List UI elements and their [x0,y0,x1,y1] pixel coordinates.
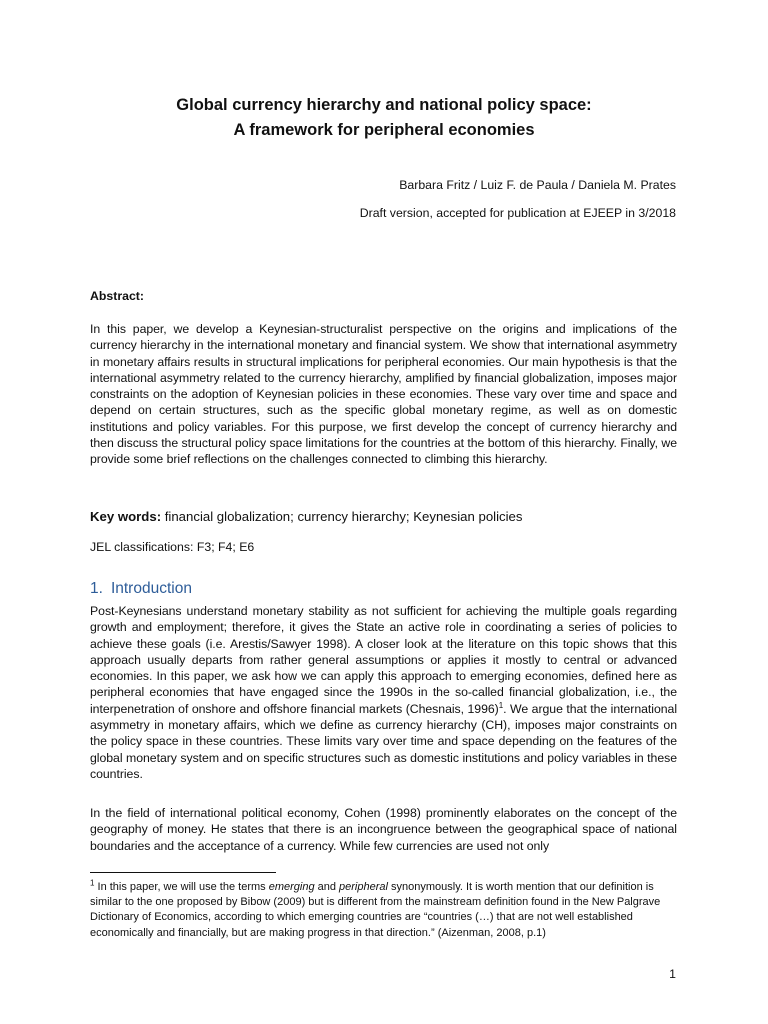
jel-classifications: JEL classifications: F3; F4; E6 [90,540,255,554]
abstract-text: In this paper, we develop a Keynesian-structuralist perspective on the origins and implications of the currency hierarchy in the international monetary and financial system. We show that international asymmetry in monetary affairs results in structural implications for peripheral economies. Our main hypothesis is that the international asymmetry related to the currency hierarchy, amplified by financial globalization, imposes major constraints on the adoption of Keynesian policies in these economies. These vary over time and space and depend on certain structures, such as the specific global monetary regime, as well as on domestic institutions and policy variables. For this purpose, we first develop the concept of currency hierarchy and then discuss the structural policy space limitations for the countries at the bottom of this hierarchy. Finally, we provide some brief reflections on the challenges connected to climbing this hierarchy. [90,322,677,467]
section-heading-introduction [90,580,192,598]
keywords-text: financial globalization; currency hierarchy; Keynesian policies [161,509,523,524]
footnote-text-c: synonymously. It is worth mention that our definition is similar to the one proposed by Bibow (2009) but is different from the mainstream definition found in the New Palgrave Dictionary of Economics, according to which emerging countries are “countries (…) that are not well established economically and financially, but are making progress in that direction.” (Aizenman, 2008, p.1) [90,881,661,939]
section-number: 1. [90,580,103,597]
footnote-emphasis-peripheral: peripheral [339,881,388,893]
page-number: 1 [669,967,676,981]
intro-p1-text-a: Post-Keynesians understand monetary stability as not sufficient for achieving the multiple goals regarding growth and employment; therefore, it gives the State an active role in coordinating a series of policies to achieve these goals (i.e. Arestis/Sawyer 1998). A closer look at the literature on this topic shows that this approach usually departs from rather general assumptions or applies it mostly to central or advanced economies. In this paper, we ask how we can apply this approach to emerging economies, defined here as peripheral economies that have engaged since the 1990s in the so-called financial globalization, i.e., the interpenetration of onshore and offshore financial markets (Chesnais, 1996) [90,604,677,716]
footnote-text-b: and [314,881,340,893]
intro-p1-text-b: . We argue that the international asymmetry in monetary affairs, which we define as currency hierarchy (CH), imposes major constraints on the policy space in these countries. These limits vary over time and space depending on the features of the global monetary system and on specific structures such as domestic institutions and policy variables in these countries. [90,701,678,781]
footnote-reference[interactable]: 1 [498,700,504,710]
keywords-label: Key words: [90,509,162,524]
paper-title [90,93,678,143]
title-line-1: Global currency hierarchy and national policy space: [176,96,592,114]
footnote-text-a: In this paper, we will use the terms [94,881,269,893]
footnote-1 [90,880,680,941]
abstract-heading: Abstract: [90,289,144,303]
title-line-2: A framework for peripheral economies [233,121,535,139]
draft-note: Draft version, accepted for publication at EJEEP in 3/2018 [359,206,676,220]
intro-paragraph-2: In the field of international political economy, Cohen (1998) prominently elaborates on the concept of the geography of money. He states that there is an incongruence between the geographical space of national boundaries and the acceptance of a currency. While few currencies are used not only [90,806,677,853]
keywords [90,509,522,524]
authors: Barbara Fritz / Luiz F. de Paula / Daniela M. Prates [399,178,676,192]
footnote-marker: 1 [90,878,95,888]
intro-paragraph-1 [90,603,677,782]
footnote-emphasis-emerging: emerging [268,881,315,893]
section-title: Introduction [110,580,192,597]
footnote-divider [90,872,276,873]
